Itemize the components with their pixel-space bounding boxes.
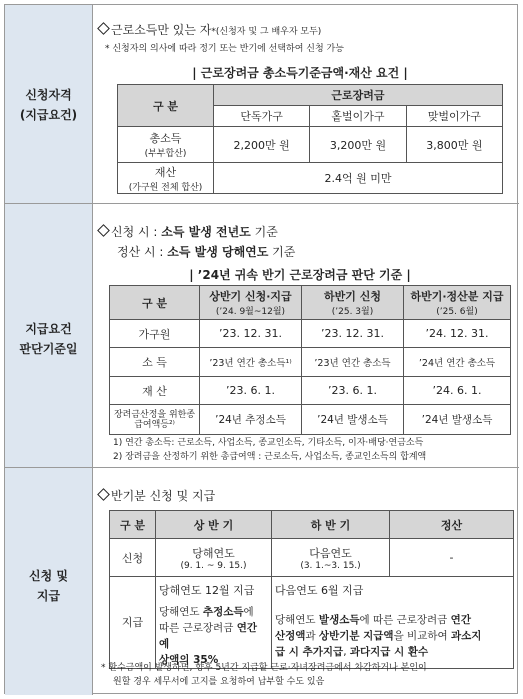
sec3-col-first-half: 상 반 기 — [156, 511, 272, 539]
sec2-line2 — [117, 243, 295, 260]
sec3-row-pay-label: 지급 — [110, 577, 156, 669]
sec1-heading-note: *(신청자 및 그 배우자 모두) — [211, 27, 322, 37]
sec2-table — [109, 285, 511, 435]
col-sub: (’25. 3월) — [331, 307, 374, 317]
text-bold: 소득 발생 당해연도 — [167, 245, 269, 259]
sec1-table-title: | 근로장려금 총소득기준금액·재산 요건 | — [192, 66, 408, 80]
sec2-row-label: 장려금산정을 위한종급여액등²⁾ — [110, 405, 200, 435]
sec3-col-settlement: 정산 — [390, 511, 514, 539]
sec1-heading-text: 근로소득만 있는 자 — [111, 23, 212, 37]
sec2-footnote-1: 1) 연간 총소득: 근로소득, 사업소득, 종교인소득, 기타소득, 이자·배당·연금소득 — [113, 438, 424, 448]
text-bold: 연간 — [450, 613, 471, 626]
sec3-note-2: 원할 경우 세무서에 고지를 요청하여 납부할 수도 있음 — [113, 677, 325, 687]
text: 기준 — [268, 245, 296, 259]
label-criteria-date — [5, 319, 92, 359]
text: 신청 시 : — [111, 225, 162, 239]
text: 당해연도 — [159, 605, 203, 618]
section-divider-1 — [5, 203, 519, 204]
diamond-bullet-icon — [97, 488, 110, 501]
text-bold: 추가지급 — [302, 645, 344, 658]
sec1-col-dualearner: 맞벌이가구 — [406, 106, 502, 127]
table-cell: 3,200만 원 — [310, 127, 406, 163]
text: 따른 근로장려금 — [159, 621, 237, 634]
cell-line: 상액의 35% — [159, 653, 219, 666]
sec2-col-second-half — [302, 286, 404, 320]
sec2-row-label: 재 산 — [110, 377, 200, 405]
sec3-col-second-half: 하 반 기 — [272, 511, 390, 539]
text: , — [343, 645, 350, 658]
text: 을 비교하여 — [393, 629, 451, 642]
label-line: 판단기준일 — [19, 342, 78, 356]
table-cell: 다음연도 6월 지급 — [272, 577, 514, 604]
sec1-col-gubun: 구 분 — [118, 85, 214, 127]
table-cell: ’24년 연간 총소득 — [404, 348, 511, 377]
text-bold: 과소지 — [450, 629, 482, 642]
sec2-row-label: 가구원 — [110, 320, 200, 348]
cell-line — [275, 644, 511, 660]
col-title: 하반기·정산분 지급 — [410, 290, 504, 303]
sec2-row-label: 소 득 — [110, 348, 200, 377]
text: 과 — [305, 629, 319, 642]
table-cell: 2,200만 원 — [214, 127, 310, 163]
sec2-table-title: | ’24년 귀속 반기 근로장려금 판단 기준 | — [189, 268, 411, 282]
text: 에 — [243, 605, 254, 618]
col-sub: (’25. 6월) — [436, 307, 478, 317]
table-cell: ’23. 12. 31. — [302, 320, 404, 348]
label-text: 총소득 — [149, 132, 182, 145]
text-bold: 추정소득 — [202, 605, 244, 618]
label-line: 신청자격 — [25, 88, 72, 102]
sec2-col-settlement — [404, 286, 511, 320]
sec3-table — [109, 510, 514, 669]
sec1-heading — [99, 21, 321, 38]
label-line: 지급요건 — [25, 322, 72, 336]
sec3-note-1: * 환수금액이 발생하면, 향후 5년간 지급할 근로·자녀장려금에서 차감하거나 본인이 — [101, 663, 427, 673]
table-cell: ’23년 연간 총소득 — [302, 348, 404, 377]
text-bold: 발생소득 — [318, 613, 360, 626]
cell-line: 다음연도 — [309, 546, 352, 560]
table-cell — [156, 539, 272, 577]
sec1-row-property-label — [118, 163, 214, 194]
table-cell: ’24. 6. 1. — [404, 377, 511, 405]
label-sub: (가구원 전체 합산) — [128, 182, 203, 193]
text-bold: 과다지급 시 환수 — [349, 645, 429, 658]
sec3-col-gubun: 구 분 — [110, 511, 156, 539]
table-cell: ’23년 연간 총소득¹⁾ — [200, 348, 302, 377]
sec2-footnote-2: 2) 장려금을 산정하기 위한 총급여액 : 근로소득, 사업소득, 종교인소득의 합계액 — [113, 452, 427, 462]
sec1-col-oneearner: 홑벌이가구 — [310, 106, 406, 127]
table-cell: - — [390, 539, 514, 577]
table-cell: ’24. 12. 31. — [404, 320, 511, 348]
table-cell: 2.4억 원 미만 — [214, 163, 503, 194]
col-title: 상반기 신청·지급 — [209, 290, 292, 303]
text: 정산 시 : — [117, 245, 168, 259]
cell-line — [159, 620, 269, 652]
text-bold: 연간 예 — [159, 621, 257, 650]
diamond-bullet-icon — [97, 224, 110, 237]
table-cell: 당해연도 12월 지급 — [156, 577, 272, 604]
table-cell: ’24년 발생소득 — [302, 405, 404, 435]
cell-line — [159, 604, 269, 620]
label-sub: (부부합산) — [144, 149, 187, 159]
text: 에 따른 근로장려금 — [359, 613, 451, 626]
diamond-bullet-icon — [97, 22, 110, 35]
table-cell: ’24년 발생소득 — [404, 405, 511, 435]
column-divider — [92, 5, 93, 695]
sec2-line1 — [99, 223, 278, 240]
col-title: 하반기 신청 — [324, 290, 381, 303]
cell-line: (3. 1.~3. 15.) — [300, 560, 361, 571]
sec3-heading — [99, 487, 215, 504]
document-frame — [4, 4, 518, 694]
sec1-note: * 신청자의 의사에 따라 정기 또는 반기에 선택하여 신청 가능 — [105, 44, 344, 54]
text-bold: 상반기분 지급액 — [318, 629, 394, 642]
cell-line — [275, 628, 511, 644]
cell-line: 당해연도 — [192, 546, 235, 560]
table-cell: ’23. 6. 1. — [200, 377, 302, 405]
text-bold: 산정액 — [275, 629, 306, 642]
text-bold: 소득 발생 전년도 — [161, 225, 251, 239]
label-line: 신청 및 — [29, 569, 68, 583]
table-cell — [272, 604, 514, 669]
label-apply-pay — [5, 566, 92, 606]
sec1-col-single: 단독가구 — [214, 106, 310, 127]
text: 당해연도 — [275, 613, 319, 626]
table-cell: 3,800만 원 — [406, 127, 502, 163]
label-line: 지급 — [36, 589, 61, 603]
sec2-col-gubun: 구 분 — [110, 286, 200, 320]
sec1-table — [117, 84, 503, 194]
table-cell — [156, 604, 272, 669]
sec1-group-head: 근로장려금 — [214, 85, 503, 106]
label-text: 재산 — [154, 165, 177, 179]
col-sub: (’24. 9월~12월) — [215, 307, 286, 317]
table-cell: ’23. 12. 31. — [200, 320, 302, 348]
text-bold: 급 시 — [275, 645, 303, 658]
section-divider-2 — [5, 467, 519, 468]
sec2-col-first-half — [200, 286, 302, 320]
sec3-heading-text: 반기분 신청 및 지급 — [111, 489, 216, 503]
text: 기준 — [250, 225, 278, 239]
label-eligibility — [5, 85, 92, 125]
table-cell: ’24년 추정소득 — [200, 405, 302, 435]
label-line: (지급요건) — [19, 108, 78, 122]
cell-line — [275, 612, 511, 628]
table-cell — [272, 539, 390, 577]
table-cell: ’23. 6. 1. — [302, 377, 404, 405]
cell-line: (9. 1. ~ 9. 15.) — [180, 560, 247, 571]
sec1-row-income-label — [118, 127, 214, 163]
sec3-row-apply-label: 신청 — [110, 539, 156, 577]
